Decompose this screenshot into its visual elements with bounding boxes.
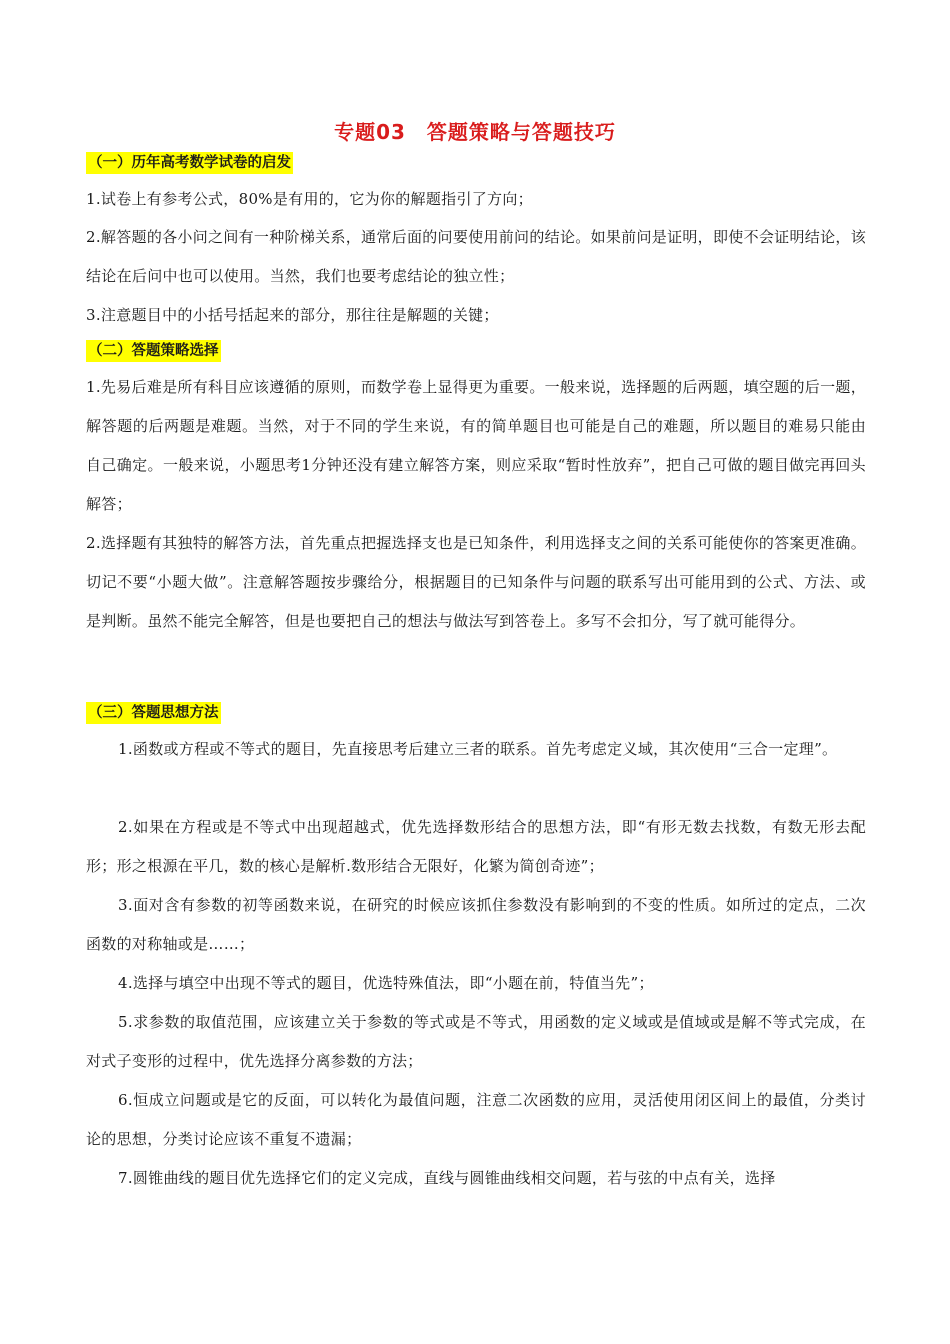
paragraph-3-7: 7.圆锥曲线的题目优先选择它们的定义完成，直线与圆锥曲线相交问题，若与弦的中点有关，选择 [118,1169,776,1187]
section-heading-2: （二）答题策略选择 [86,340,221,362]
paragraph-3-4: 4.选择与填空中出现不等式的题目，优选特殊值法，即“小题在前，特值当先”； [118,974,654,992]
paragraph-1-2: 2.解答题的各小问之间有一种阶梯关系，通常后面的问要使用前问的结论。如果前问是证明，即使不会证明结论，该结论在后问中也可以使用。当然，我们也要考虑结论的独立性； [86,228,866,285]
section-heading-1: （一）历年高考数学试卷的启发 [86,152,293,174]
paragraph-1-1: 1.试卷上有参考公式，80%是有用的，它为你的解题指引了方向； [86,190,533,208]
paragraph-2-2: 2.选择题有其独特的解答方法，首先重点把握选择支也是已知条件，利用选择支之间的关系可能使你的答案更准确。切记不要“小题大做”。注意解答题按步骤给分，根据题目的已知条件与问题的联系写出可能用到的公式、方法、或是判断。虽然不能完全解答，但是也要把自己的想法与做法写到答卷上。多写不会扣分，写了就可能得分。 [86,534,866,630]
paragraph-2-1: 1.先易后难是所有科目应该遵循的原则，而数学卷上显得更为重要。一般来说，选择题的后两题，填空题的后一题，解答题的后两题是难题。当然，对于不同的学生来说，有的简单题目也可能是自己的难题，所以题目的难易只能由自己确定。一般来说，小题思考1分钟还没有建立解答方案，则应采取“暂时性放弃”，把自己可做的题目做完再回头解答； [86,378,866,513]
paragraph-3-1: 1.函数或方程或不等式的题目，先直接思考后建立三者的联系。首先考虑定义域，其次使用“三合一定理”。 [118,740,838,758]
paragraph-3-6: 6.恒成立问题或是它的反面，可以转化为最值问题，注意二次函数的应用，灵活使用闭区间上的最值，分类讨论的思想，分类讨论应该不重复不遗漏； [86,1091,866,1148]
paragraph-1-3: 3.注意题目中的小括号括起来的部分，那往往是解题的关键； [86,306,499,324]
paragraph-3-5: 5.求参数的取值范围，应该建立关于参数的等式或是不等式，用函数的定义域或是值域或是解不等式完成，在对式子变形的过程中，优先选择分离参数的方法； [86,1013,866,1070]
paragraph-3-3: 3.面对含有参数的初等函数来说，在研究的时候应该抓住参数没有影响到的不变的性质。如所过的定点，二次函数的对称轴或是……； [86,896,866,953]
paragraph-3-2: 2.如果在方程或是不等式中出现超越式，优先选择数形结合的思想方法，即“有形无数去找数，有数无形去配形；形之根源在平几，数的核心是解析.数形结合无限好，化繁为简创奇迹”； [86,818,866,875]
page-title: 专题03 答题策略与答题技巧 [334,120,616,144]
section-heading-3: （三）答题思想方法 [86,702,221,724]
